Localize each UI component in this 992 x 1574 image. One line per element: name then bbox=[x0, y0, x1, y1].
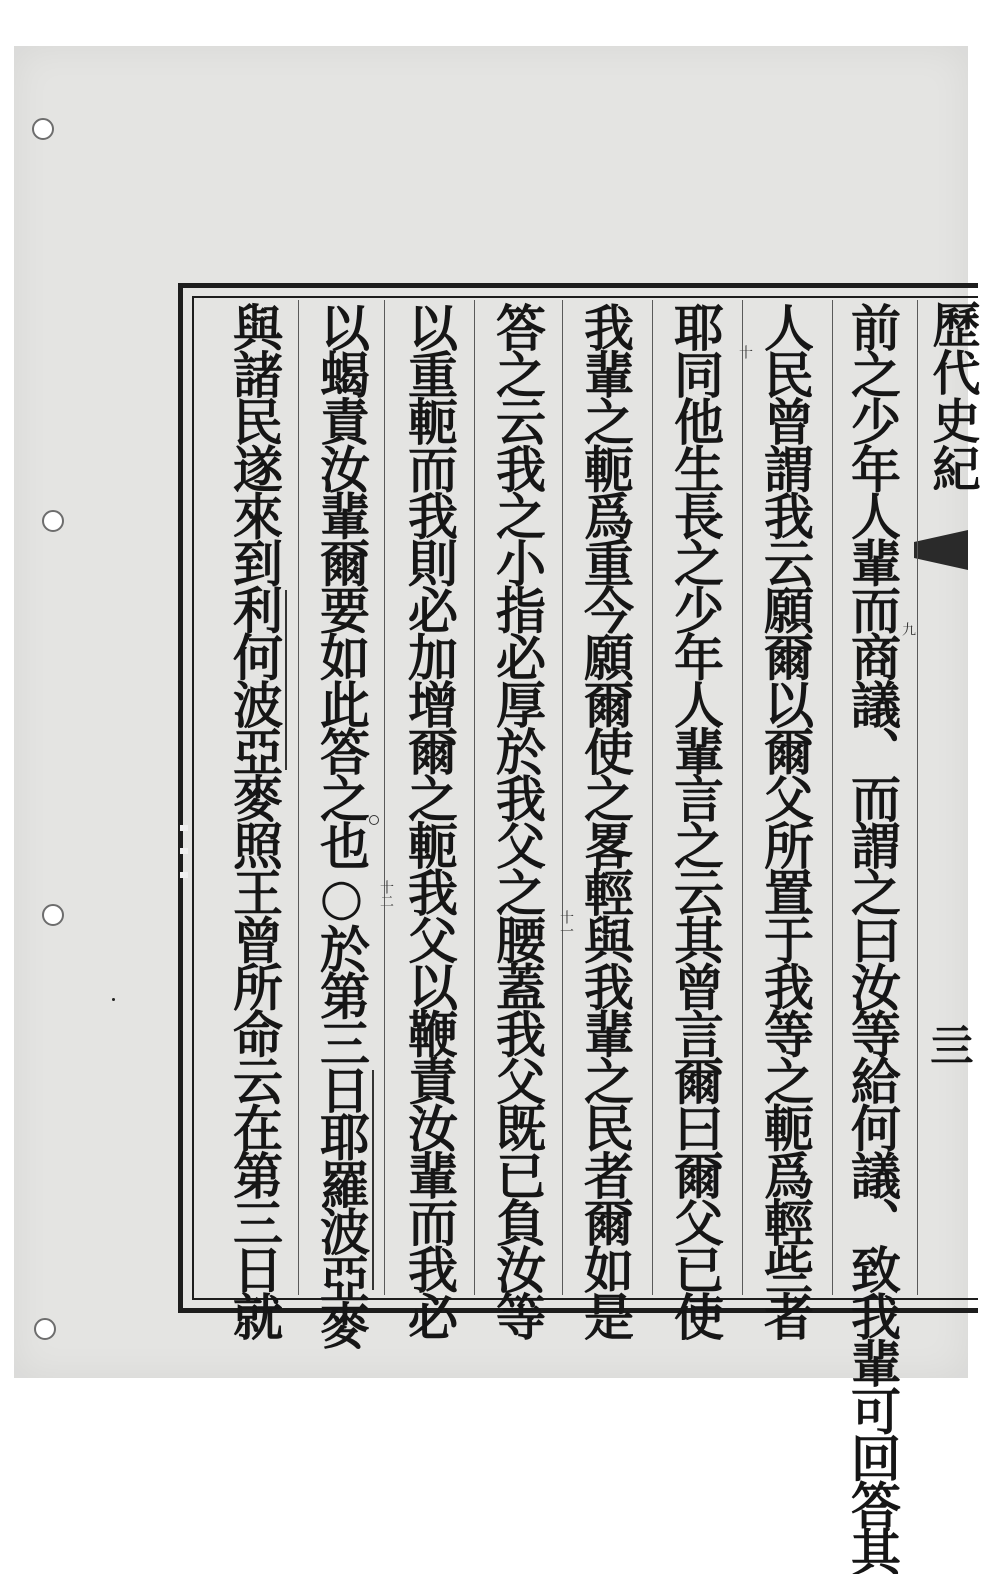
column-rule bbox=[832, 300, 833, 1295]
column-rule bbox=[917, 300, 918, 1295]
page-number: 亖 bbox=[930, 1021, 974, 1072]
annotation-twelve: 十二 bbox=[378, 880, 394, 908]
annotation-nine: 九 bbox=[900, 622, 916, 636]
punch-hole bbox=[34, 1318, 56, 1340]
text-column-2: 人民曾謂我云願爾以爾父所置于我等之軛爲輕些者 bbox=[756, 302, 815, 1339]
border-gap bbox=[180, 848, 188, 854]
border-gap bbox=[180, 872, 188, 878]
text-column-1: 前之少年人輩而商議、而謂之曰汝等給何議、致我輩可回答其 bbox=[843, 302, 902, 1574]
scan-speck bbox=[112, 998, 115, 1001]
border-gap bbox=[180, 825, 188, 831]
annotation-eleven: 十一 bbox=[558, 910, 574, 938]
punch-hole bbox=[42, 510, 64, 532]
column-rule bbox=[562, 300, 563, 1295]
column-rule bbox=[474, 300, 475, 1295]
circle-mark bbox=[369, 815, 379, 825]
running-title: 歷代史紀 bbox=[924, 300, 980, 492]
text-column-6: 以重軛而我則必加增爾之軛我父以鞭責汝輩而我必 bbox=[400, 302, 459, 1339]
column-rule bbox=[742, 300, 743, 1295]
name-underline bbox=[372, 1070, 374, 1290]
text-column-4: 我輩之軛爲重今願爾使之畧輕與我輩之民者爾如是 bbox=[576, 302, 635, 1339]
text-column-7: 以蝎責汝輩爾要如此答之也○於第三日耶羅波亞麥 bbox=[312, 302, 371, 1348]
column-rule bbox=[298, 300, 299, 1295]
punch-hole bbox=[42, 904, 64, 926]
punch-hole bbox=[32, 118, 54, 140]
name-underline bbox=[285, 590, 287, 770]
text-column-8: 與諸民遂來到利何波亞麥照王曾所命云在第三日就 bbox=[225, 302, 284, 1339]
text-column-3: 耶同他生長之少年人輩言之云其曾言爾曰爾父已使 bbox=[666, 302, 725, 1339]
column-rule bbox=[652, 300, 653, 1295]
text-column-5: 答之云我之小指必厚於我父之腰蓋我父既已負汝等 bbox=[488, 302, 547, 1339]
column-rule bbox=[384, 300, 385, 1295]
annotation-ten: 十 bbox=[737, 345, 753, 359]
